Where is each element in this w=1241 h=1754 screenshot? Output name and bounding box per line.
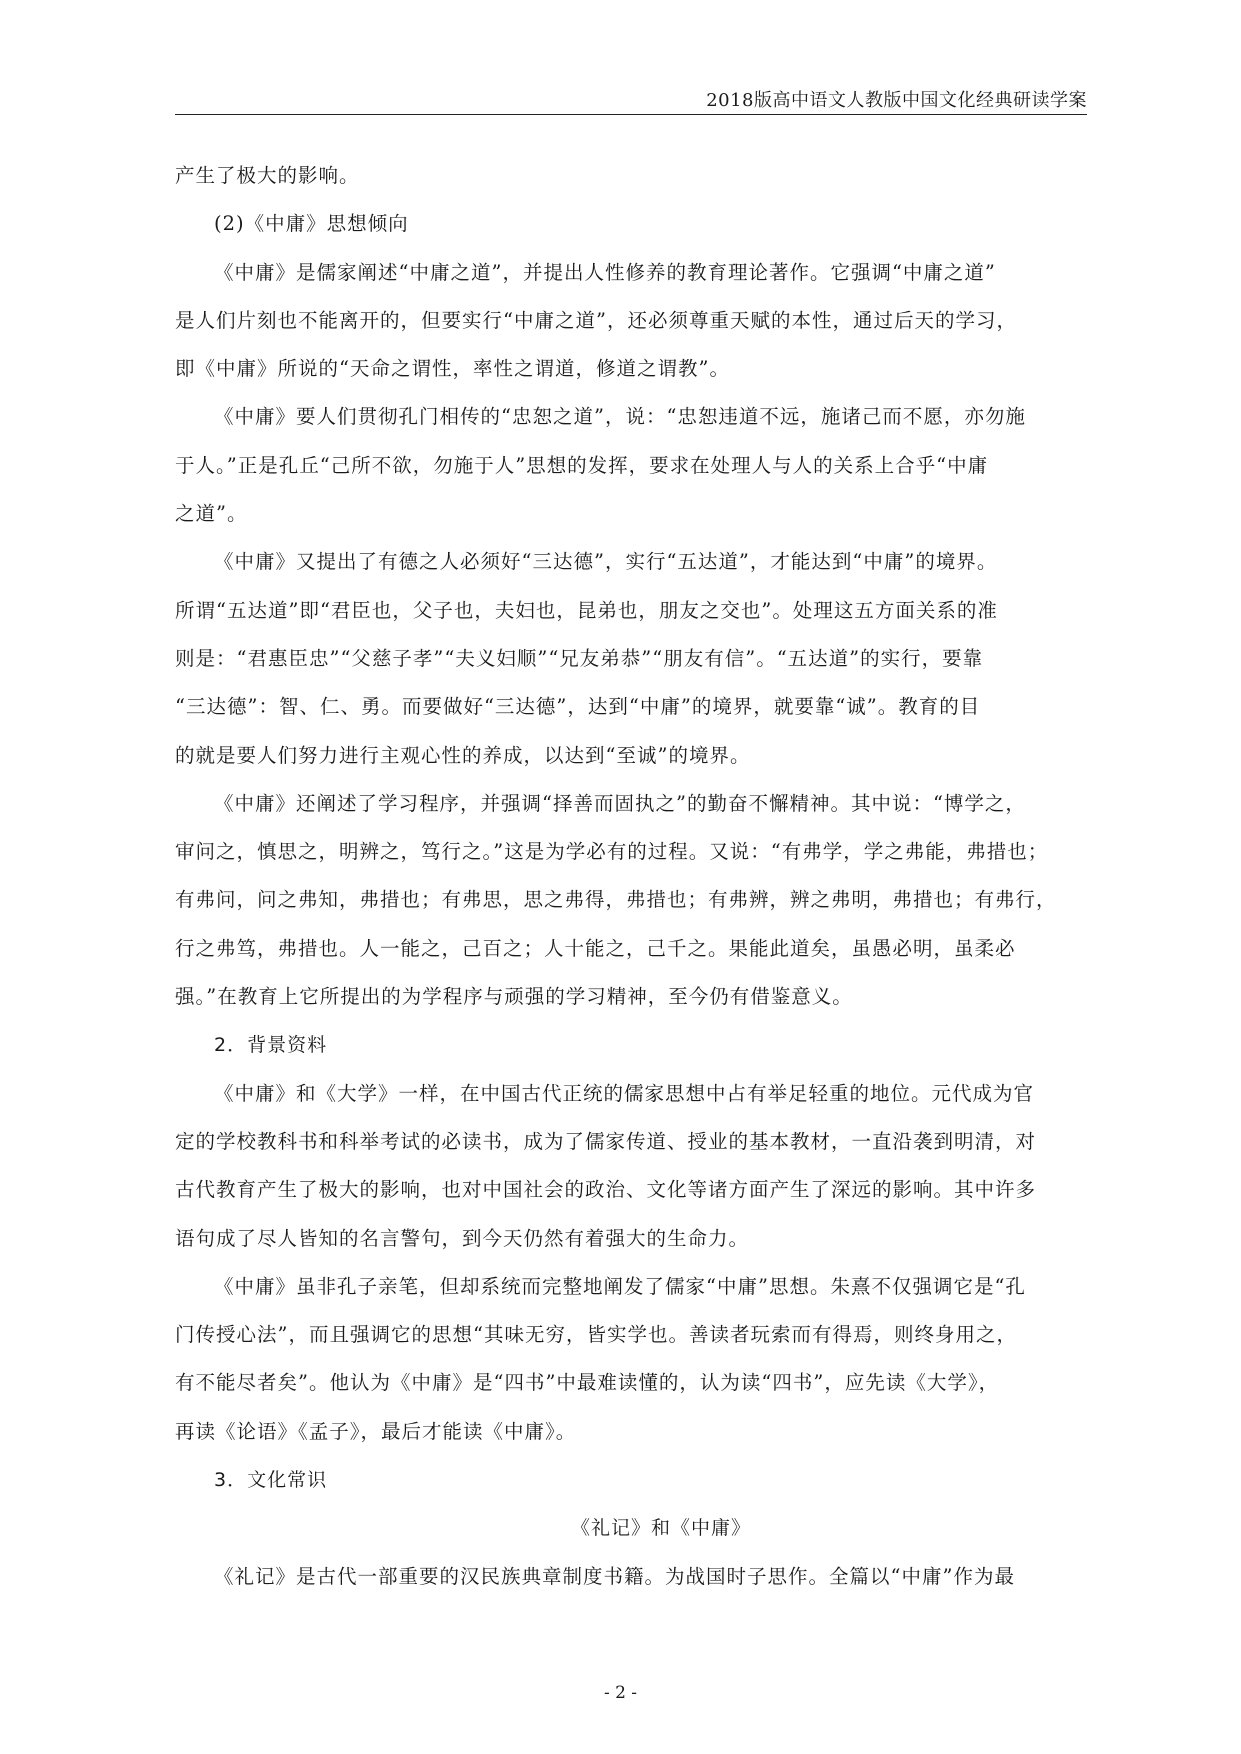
text-line: “三达德”：智、仁、勇。而要做好“三达德”，达到“中庸”的境界，就要靠“诚”。教育的目 [175,695,981,719]
text-line: 古代教育产生了极大的影响，也对中国社会的政治、文化等诸方面产生了深远的影响。其中许多 [175,1178,1037,1202]
text-line: 语句成了尽人皆知的名言警句，到今天仍然有着强大的生命力。 [175,1226,750,1250]
text-line: 《中庸》要人们贯彻孔门相传的“忠恕之道”，说：“忠恕违道不远，施诸己而不愿，亦勿施 [214,405,1026,429]
text-line: 行之弗笃，弗措也。人一能之，己百之；人十能之，己千之。果能此道矣，虽愚必明，虽柔必 [175,936,1016,960]
text-line: 再读《论语》《孟子》，最后才能读《中庸》。 [175,1419,577,1443]
page-number: - 2 - [603,1683,638,1703]
header-title: 2018版高中语文人教版中国文化经典研读学案 [706,90,1087,111]
subsection-title: 《礼记》和《中庸》 [570,1517,751,1540]
text-line: 即《中庸》所说的“天命之谓性，率性之谓道，修道之谓教”。 [175,357,730,381]
text-line: 《中庸》还阐述了学习程序，并强调“择善而固执之”的勤奋不懈精神。其中说：“博学之， [214,791,1026,815]
text-line: 之道”。 [175,502,248,526]
section-heading: 3．文化常识 [214,1469,328,1492]
text-line: 门传授心法”，而且强调它的思想“其味无穷，皆实学也。善读者玩索而有得焉，则终身用之， [175,1323,1017,1347]
text-line: (2)《中庸》思想倾向 [214,212,409,236]
page-header [175,84,1087,115]
text-line: 《中庸》是儒家阐述“中庸之道”，并提出人性修养的教育理论著作。它强调“中庸之道” [214,260,996,284]
text-line: 有弗问，问之弗知，弗措也；有弗思，思之弗得，弗措也；有弗辨，辨之弗明，弗措也；有弗行， [175,888,1057,912]
text-line: 于人。”正是孔丘“己所不欲，勿施于人”思想的发挥，要求在处理人与人的关系上合乎“中庸 [175,453,989,477]
document-body [175,152,1087,1601]
text-line: 《中庸》虽非孔子亲笔，但却系统而完整地阐发了儒家“中庸”思想。朱熹不仅强调它是“孔 [214,1274,1026,1298]
text-line: 《中庸》和《大学》一样，在中国古代正统的儒家思想中占有举足轻重的地位。元代成为官 [214,1081,1035,1105]
text-line: 所谓“五达道”即“君臣也，父子也，夫妇也，昆弟也，朋友之交也”。处理这五方面关系的准 [175,598,998,622]
text-line: 《礼记》是古代一部重要的汉民族典章制度书籍。为战国时子思作。全篇以“中庸”作为最 [214,1564,1015,1588]
text-line: 则是：“君惠臣忠”“父慈子孝”“夫义妇顺”“兄友弟恭”“朋友有信”。“五达道”的实行，要靠 [175,646,984,670]
text-line: 审问之，慎思之，明辨之，笃行之。”这是为学必有的过程。又说：“有弗学，学之弗能，弗措也； [175,840,1049,864]
section-heading: 2．背景资料 [214,1034,328,1057]
text-line: 的就是要人们努力进行主观心性的养成，以达到“至诚”的境界。 [175,743,751,767]
text-line: 产生了极大的影响。 [175,164,360,187]
text-line: 《中庸》又提出了有德之人必须好“三达德”，实行“五达道”，才能达到“中庸”的境界。 [214,550,998,574]
text-line: 定的学校教科书和科举考试的必读书，成为了儒家传道、授业的基本教材，一直沿袭到明清，对 [175,1129,1037,1153]
text-line: 有不能尽者矣”。他认为《中庸》是“四书”中最难读懂的，认为读“四书”，应先读《大学》， [175,1371,1000,1395]
text-line: 是人们片刻也不能离开的，但要实行“中庸之道”，还必须尊重天赋的本性，通过后天的学习， [175,308,1017,332]
text-line: 强。”在教育上它所提出的为学程序与顽强的学习精神，至今仍有借鉴意义。 [175,985,853,1009]
